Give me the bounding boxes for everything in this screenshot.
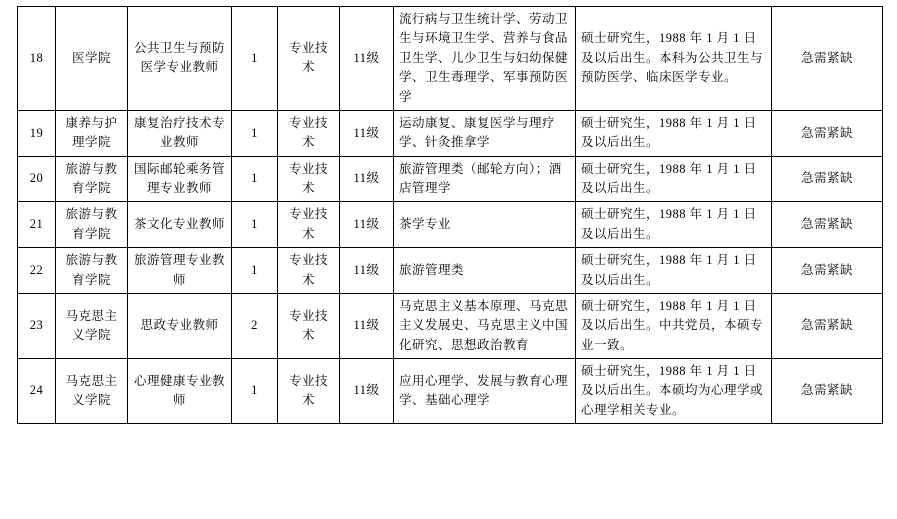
cell-remark: 急需紧缺 xyxy=(772,359,883,424)
table-row xyxy=(18,248,883,294)
table-body xyxy=(18,7,883,424)
cell-post: 茶文化专业教师 xyxy=(128,202,232,248)
cell-serial-number: 22 xyxy=(18,248,56,294)
cell-post-level: 11级 xyxy=(340,359,394,424)
cell-post-level: 11级 xyxy=(340,156,394,202)
cell-post-level: 11级 xyxy=(340,248,394,294)
table-row xyxy=(18,359,883,424)
cell-post-type: 专业技术 xyxy=(278,359,340,424)
cell-post-level: 11级 xyxy=(340,110,394,156)
cell-college: 马克思主义学院 xyxy=(56,359,128,424)
cell-remark: 急需紧缺 xyxy=(772,248,883,294)
table-row xyxy=(18,156,883,202)
cell-serial-number: 21 xyxy=(18,202,56,248)
cell-college: 康养与护理学院 xyxy=(56,110,128,156)
cell-other-requirement: 硕士研究生，1988 年 1 月 1 日及以后出生。 xyxy=(576,110,772,156)
cell-college: 旅游与教育学院 xyxy=(56,202,128,248)
cell-college: 旅游与教育学院 xyxy=(56,248,128,294)
cell-remark: 急需紧缺 xyxy=(772,110,883,156)
recruitment-table xyxy=(17,6,883,424)
cell-serial-number: 20 xyxy=(18,156,56,202)
cell-remark: 急需紧缺 xyxy=(772,7,883,111)
table-row xyxy=(18,202,883,248)
document-page xyxy=(0,6,897,519)
cell-post-level: 11级 xyxy=(340,7,394,111)
cell-post-type: 专业技术 xyxy=(278,110,340,156)
cell-other-requirement: 硕士研究生，1988 年 1 月 1 日及以后出生。中共党员，本硕专业一致。 xyxy=(576,293,772,358)
cell-other-requirement: 硕士研究生，1988 年 1 月 1 日及以后出生。本硕均为心理学或心理学相关专业。 xyxy=(576,359,772,424)
cell-major-requirement: 应用心理学、发展与教育心理学、基础心理学 xyxy=(394,359,576,424)
cell-headcount: 1 xyxy=(232,359,278,424)
cell-post: 思政专业教师 xyxy=(128,293,232,358)
cell-serial-number: 18 xyxy=(18,7,56,111)
cell-post-level: 11级 xyxy=(340,293,394,358)
cell-post: 旅游管理专业教师 xyxy=(128,248,232,294)
cell-remark: 急需紧缺 xyxy=(772,293,883,358)
cell-other-requirement: 硕士研究生，1988 年 1 月 1 日及以后出生。本科为公共卫生与预防医学、临床医学专业。 xyxy=(576,7,772,111)
cell-major-requirement: 运动康复、康复医学与理疗学、针灸推拿学 xyxy=(394,110,576,156)
cell-remark: 急需紧缺 xyxy=(772,202,883,248)
cell-major-requirement: 茶学专业 xyxy=(394,202,576,248)
cell-college: 马克思主义学院 xyxy=(56,293,128,358)
cell-other-requirement: 硕士研究生，1988 年 1 月 1 日及以后出生。 xyxy=(576,156,772,202)
cell-post-type: 专业技术 xyxy=(278,293,340,358)
cell-post-level: 11级 xyxy=(340,202,394,248)
cell-major-requirement: 旅游管理类（邮轮方向）；酒店管理学 xyxy=(394,156,576,202)
cell-post: 国际邮轮乘务管理专业教师 xyxy=(128,156,232,202)
table-row xyxy=(18,110,883,156)
cell-serial-number: 23 xyxy=(18,293,56,358)
cell-major-requirement: 流行病与卫生统计学、劳动卫生与环境卫生学、营养与食品卫生学、儿少卫生与妇幼保健学、卫生毒理学、军事预防医学 xyxy=(394,7,576,111)
cell-major-requirement: 马克思主义基本原理、马克思主义发展史、马克思主义中国化研究、思想政治教育 xyxy=(394,293,576,358)
cell-headcount: 1 xyxy=(232,156,278,202)
table-row xyxy=(18,7,883,111)
cell-post: 康复治疗技术专业教师 xyxy=(128,110,232,156)
cell-headcount: 1 xyxy=(232,110,278,156)
cell-headcount: 1 xyxy=(232,7,278,111)
cell-post: 心理健康专业教师 xyxy=(128,359,232,424)
cell-headcount: 2 xyxy=(232,293,278,358)
cell-post-type: 专业技术 xyxy=(278,7,340,111)
cell-remark: 急需紧缺 xyxy=(772,156,883,202)
cell-headcount: 1 xyxy=(232,248,278,294)
cell-other-requirement: 硕士研究生，1988 年 1 月 1 日及以后出生。 xyxy=(576,202,772,248)
cell-other-requirement: 硕士研究生，1988 年 1 月 1 日及以后出生。 xyxy=(576,248,772,294)
cell-post: 公共卫生与预防医学专业教师 xyxy=(128,7,232,111)
cell-college: 旅游与教育学院 xyxy=(56,156,128,202)
cell-major-requirement: 旅游管理类 xyxy=(394,248,576,294)
cell-post-type: 专业技术 xyxy=(278,202,340,248)
cell-post-type: 专业技术 xyxy=(278,156,340,202)
cell-post-type: 专业技术 xyxy=(278,248,340,294)
cell-college: 医学院 xyxy=(56,7,128,111)
table-row xyxy=(18,293,883,358)
cell-serial-number: 24 xyxy=(18,359,56,424)
cell-serial-number: 19 xyxy=(18,110,56,156)
cell-headcount: 1 xyxy=(232,202,278,248)
